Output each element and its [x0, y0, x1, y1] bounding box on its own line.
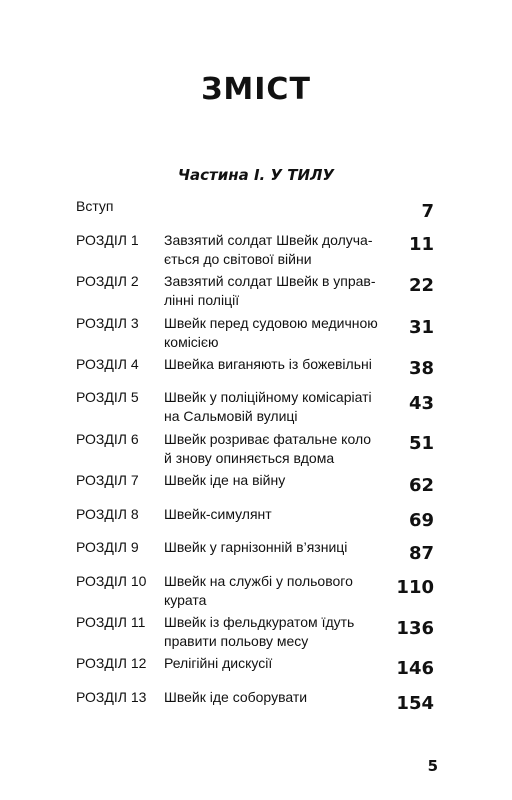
chapter-number: РОЗДІЛ 8 [76, 506, 139, 522]
page-folio: 5 [427, 757, 438, 775]
toc-entry-chapter-2 [0, 272, 512, 312]
chapter-title: Швейк іде на війну [164, 472, 286, 488]
toc-entry-chapter-5 [0, 388, 512, 428]
page-number: 43 [408, 393, 434, 414]
chapter-number: РОЗДІЛ 9 [76, 539, 139, 555]
chapter-title: Швейка виганяють із божевільні [164, 356, 372, 372]
page-number: 87 [408, 543, 434, 564]
toc-entry-chapter-6 [0, 430, 512, 470]
chapter-number: Вступ [76, 198, 114, 214]
part-title: Частина I. У ТИЛУ [177, 166, 335, 184]
toc-entry-chapter-11 [0, 613, 512, 653]
chapter-number: РОЗДІЛ 7 [76, 472, 139, 488]
page-number: 154 [396, 693, 434, 714]
chapter-number: РОЗДІЛ 13 [76, 689, 147, 705]
chapter-number: РОЗДІЛ 4 [76, 356, 139, 372]
chapter-number: РОЗДІЛ 2 [76, 273, 139, 289]
chapter-title: Швейк із фельдкуратом їдуть правити польову месу [164, 614, 355, 649]
page-number: 146 [396, 658, 434, 679]
chapter-number: РОЗДІЛ 1 [76, 232, 139, 248]
page-number: 11 [408, 234, 434, 255]
page-number: 69 [408, 510, 434, 531]
chapter-title: Швейк у гарнізонній в’язниці [164, 539, 348, 555]
chapter-title: Завзятий солдат Швейк долуча-ється до світової війни [164, 232, 373, 267]
page-number: 7 [421, 201, 434, 222]
toc-entry-chapter-3 [0, 314, 512, 354]
toc-entry-chapter-13 [0, 688, 512, 728]
page-number: 62 [408, 475, 434, 496]
chapter-number: РОЗДІЛ 11 [76, 614, 146, 630]
chapter-number: РОЗДІЛ 5 [76, 389, 139, 405]
toc-entry-chapter-1 [0, 231, 512, 271]
page-number: 110 [396, 577, 434, 598]
chapter-title: Швейк на службі у польового курата [164, 573, 353, 608]
chapter-number: РОЗДІЛ 12 [76, 655, 147, 671]
chapter-title: Швейк іде соборувати [164, 689, 308, 705]
page-title: ЗМІСТ [201, 72, 311, 107]
page-number: 51 [408, 433, 434, 454]
chapter-number: РОЗДІЛ 3 [76, 315, 139, 331]
chapter-title: Швейк у поліційному комісаріаті на Сальмовій вулиці [164, 389, 372, 424]
page-number: 136 [396, 618, 434, 639]
toc-entry-chapter-10 [0, 572, 512, 612]
chapter-title: Швейк-симулянт [164, 506, 272, 522]
chapter-number: РОЗДІЛ 10 [76, 573, 147, 589]
page-number: 31 [408, 317, 434, 338]
page-number: 38 [408, 358, 434, 379]
chapter-title: Швейк перед судовою медичною комісією [164, 315, 378, 350]
chapter-number: РОЗДІЛ 6 [76, 431, 139, 447]
chapter-title: Завзятий солдат Швейк в управ-лінні поліції [164, 273, 376, 308]
chapter-title: Швейк розриває фатальне коло й знову опиняється вдома [164, 431, 372, 466]
chapter-title: Релігійні дискусії [164, 655, 273, 671]
page-number: 22 [408, 275, 434, 296]
